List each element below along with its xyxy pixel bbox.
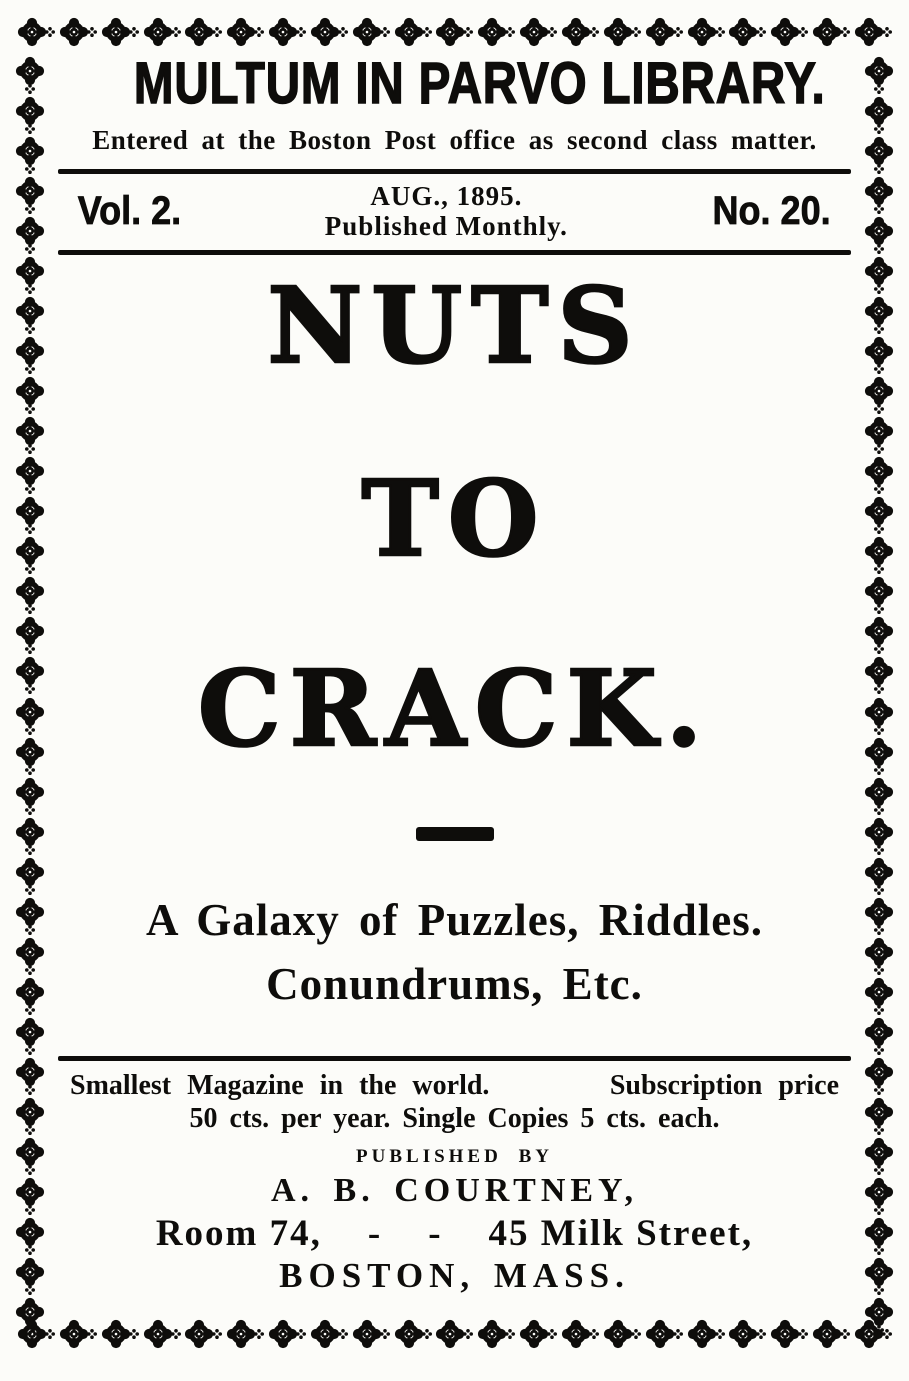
- club-cross-ornament-icon: [100, 15, 140, 49]
- cover-content: [58, 51, 851, 1296]
- club-cross-ornament-icon: [769, 15, 809, 49]
- masthead-text: MULTUM IN PARVO LIBRARY.: [133, 51, 826, 116]
- club-cross-ornament-icon: [862, 736, 896, 776]
- club-cross-ornament-icon: [225, 1317, 265, 1351]
- club-cross-ornament-icon: [13, 415, 47, 455]
- club-cross-ornament-icon: [862, 495, 896, 535]
- club-cross-ornament-icon: [16, 15, 56, 49]
- club-cross-ornament-icon: [267, 1317, 307, 1351]
- club-cross-ornament-icon: [13, 535, 47, 575]
- date-block: [325, 181, 568, 241]
- club-cross-ornament-icon: [13, 655, 47, 695]
- club-cross-ornament-icon: [13, 1176, 47, 1216]
- club-cross-ornament-icon: [862, 1296, 896, 1336]
- club-cross-ornament-icon: [862, 335, 896, 375]
- club-cross-ornament-icon: [862, 776, 896, 816]
- club-cross-ornament-icon: [13, 1296, 47, 1336]
- club-cross-ornament-icon: [862, 1016, 896, 1056]
- frequency-line: Published Monthly.: [324, 211, 568, 242]
- club-cross-ornament-icon: [13, 856, 47, 896]
- club-cross-ornament-icon: [862, 856, 896, 896]
- club-cross-ornament-icon: [862, 976, 896, 1016]
- club-cross-ornament-icon: [13, 776, 47, 816]
- volume-issue-row: [58, 174, 851, 250]
- club-cross-ornament-icon: [13, 896, 47, 936]
- club-cross-ornament-icon: [13, 1256, 47, 1296]
- address-dash: -: [428, 1212, 443, 1254]
- border-right-ornaments: [859, 58, 899, 1333]
- club-cross-ornament-icon: [862, 615, 896, 655]
- club-cross-ornament-icon: [862, 455, 896, 495]
- club-cross-ornament-icon: [727, 15, 767, 49]
- club-cross-ornament-icon: [518, 1317, 558, 1351]
- club-cross-ornament-icon: [434, 1317, 474, 1351]
- club-cross-ornament-icon: [602, 15, 642, 49]
- club-cross-ornament-icon: [862, 95, 896, 135]
- club-cross-ornament-icon: [862, 255, 896, 295]
- border-bottom-ornaments: [16, 1314, 893, 1354]
- horizontal-rule: [58, 1056, 851, 1061]
- club-cross-ornament-icon: [811, 1317, 851, 1351]
- club-cross-ornament-icon: [13, 1056, 47, 1096]
- club-cross-ornament-icon: [13, 1096, 47, 1136]
- club-cross-ornament-icon: [13, 1016, 47, 1056]
- club-cross-ornament-icon: [351, 1317, 391, 1351]
- subscription-info-line1: [58, 1070, 851, 1102]
- club-cross-ornament-icon: [58, 1317, 98, 1351]
- info-right: Subscription price: [609, 1069, 839, 1101]
- club-cross-ornament-icon: [811, 15, 851, 49]
- postal-entry-line: Entered at the Boston Post office as second class matter.: [92, 124, 817, 155]
- club-cross-ornament-icon: [644, 1317, 684, 1351]
- divider-dash: [416, 827, 494, 841]
- club-cross-ornament-icon: [853, 15, 893, 49]
- masthead-title: [58, 51, 851, 116]
- club-cross-ornament-icon: [183, 15, 223, 49]
- club-cross-ornament-icon: [727, 1317, 767, 1351]
- club-cross-ornament-icon: [13, 55, 47, 95]
- club-cross-ornament-icon: [862, 415, 896, 455]
- club-cross-ornament-icon: [862, 175, 896, 215]
- club-cross-ornament-icon: [183, 1317, 223, 1351]
- club-cross-ornament-icon: [13, 696, 47, 736]
- club-cross-ornament-icon: [862, 135, 896, 175]
- volume-label: Vol. 2.: [77, 188, 182, 233]
- club-cross-ornament-icon: [862, 55, 896, 95]
- club-cross-ornament-icon: [225, 15, 265, 49]
- club-cross-ornament-icon: [13, 295, 47, 335]
- club-cross-ornament-icon: [100, 1317, 140, 1351]
- club-cross-ornament-icon: [142, 1317, 182, 1351]
- publisher-city: BOSTON, MASS.: [279, 1255, 630, 1295]
- subscription-info-line2: 50 cts. per year. Single Copies 5 cts. each.: [189, 1102, 720, 1134]
- club-cross-ornament-icon: [862, 575, 896, 615]
- publisher-address: [58, 1212, 851, 1255]
- club-cross-ornament-icon: [862, 896, 896, 936]
- club-cross-ornament-icon: [862, 1216, 896, 1256]
- club-cross-ornament-icon: [142, 15, 182, 49]
- club-cross-ornament-icon: [862, 295, 896, 335]
- info-left: Smallest Magazine in the world.: [70, 1069, 490, 1101]
- club-cross-ornament-icon: [13, 936, 47, 976]
- club-cross-ornament-icon: [602, 1317, 642, 1351]
- club-cross-ornament-icon: [13, 495, 47, 535]
- club-cross-ornament-icon: [13, 375, 47, 415]
- club-cross-ornament-icon: [13, 455, 47, 495]
- club-cross-ornament-icon: [862, 375, 896, 415]
- club-cross-ornament-icon: [267, 15, 307, 49]
- publisher-name: A. B. COURTNEY,: [271, 1171, 638, 1209]
- club-cross-ornament-icon: [13, 736, 47, 776]
- club-cross-ornament-icon: [476, 1317, 516, 1351]
- club-cross-ornament-icon: [644, 15, 684, 49]
- club-cross-ornament-icon: [13, 135, 47, 175]
- club-cross-ornament-icon: [393, 1317, 433, 1351]
- club-cross-ornament-icon: [862, 1096, 896, 1136]
- border-left-ornaments: [10, 58, 50, 1333]
- subtitle-line2: Conundrums, Etc.: [266, 959, 643, 1010]
- club-cross-ornament-icon: [393, 15, 433, 49]
- horizontal-rule: [58, 250, 851, 255]
- club-cross-ornament-icon: [518, 15, 558, 49]
- club-cross-ornament-icon: [686, 1317, 726, 1351]
- club-cross-ornament-icon: [13, 575, 47, 615]
- club-cross-ornament-icon: [862, 936, 896, 976]
- club-cross-ornament-icon: [560, 1317, 600, 1351]
- club-cross-ornament-icon: [862, 816, 896, 856]
- club-cross-ornament-icon: [309, 15, 349, 49]
- club-cross-ornament-icon: [862, 696, 896, 736]
- club-cross-ornament-icon: [13, 255, 47, 295]
- club-cross-ornament-icon: [13, 215, 47, 255]
- club-cross-ornament-icon: [13, 335, 47, 375]
- club-cross-ornament-icon: [13, 1216, 47, 1256]
- club-cross-ornament-icon: [686, 15, 726, 49]
- club-cross-ornament-icon: [58, 15, 98, 49]
- club-cross-ornament-icon: [862, 1256, 896, 1296]
- address-room: Room 74,: [155, 1212, 322, 1254]
- border-top-ornaments: [16, 12, 893, 52]
- club-cross-ornament-icon: [560, 15, 600, 49]
- subtitle-line1: A Galaxy of Puzzles, Riddles.: [146, 895, 763, 946]
- club-cross-ornament-icon: [13, 175, 47, 215]
- main-title-line1: NUTS: [267, 264, 642, 388]
- date-line: AUG., 1895.: [370, 180, 523, 211]
- club-cross-ornament-icon: [13, 976, 47, 1016]
- club-cross-ornament-icon: [862, 535, 896, 575]
- main-title-line2: TO: [361, 456, 548, 580]
- club-cross-ornament-icon: [862, 1056, 896, 1096]
- address-street: 45 Milk Street,: [488, 1212, 754, 1254]
- club-cross-ornament-icon: [862, 1136, 896, 1176]
- club-cross-ornament-icon: [351, 15, 391, 49]
- club-cross-ornament-icon: [13, 1136, 47, 1176]
- club-cross-ornament-icon: [862, 215, 896, 255]
- main-title-line3: CRACK.: [197, 646, 712, 770]
- club-cross-ornament-icon: [769, 1317, 809, 1351]
- club-cross-ornament-icon: [309, 1317, 349, 1351]
- club-cross-ornament-icon: [476, 15, 516, 49]
- published-by-label: PUBLISHED BY: [356, 1145, 553, 1167]
- club-cross-ornament-icon: [13, 816, 47, 856]
- address-dash: -: [367, 1212, 383, 1254]
- issue-number-label: No. 20.: [712, 188, 831, 233]
- club-cross-ornament-icon: [862, 1176, 896, 1216]
- club-cross-ornament-icon: [862, 655, 896, 695]
- club-cross-ornament-icon: [13, 95, 47, 135]
- club-cross-ornament-icon: [434, 15, 474, 49]
- club-cross-ornament-icon: [13, 615, 47, 655]
